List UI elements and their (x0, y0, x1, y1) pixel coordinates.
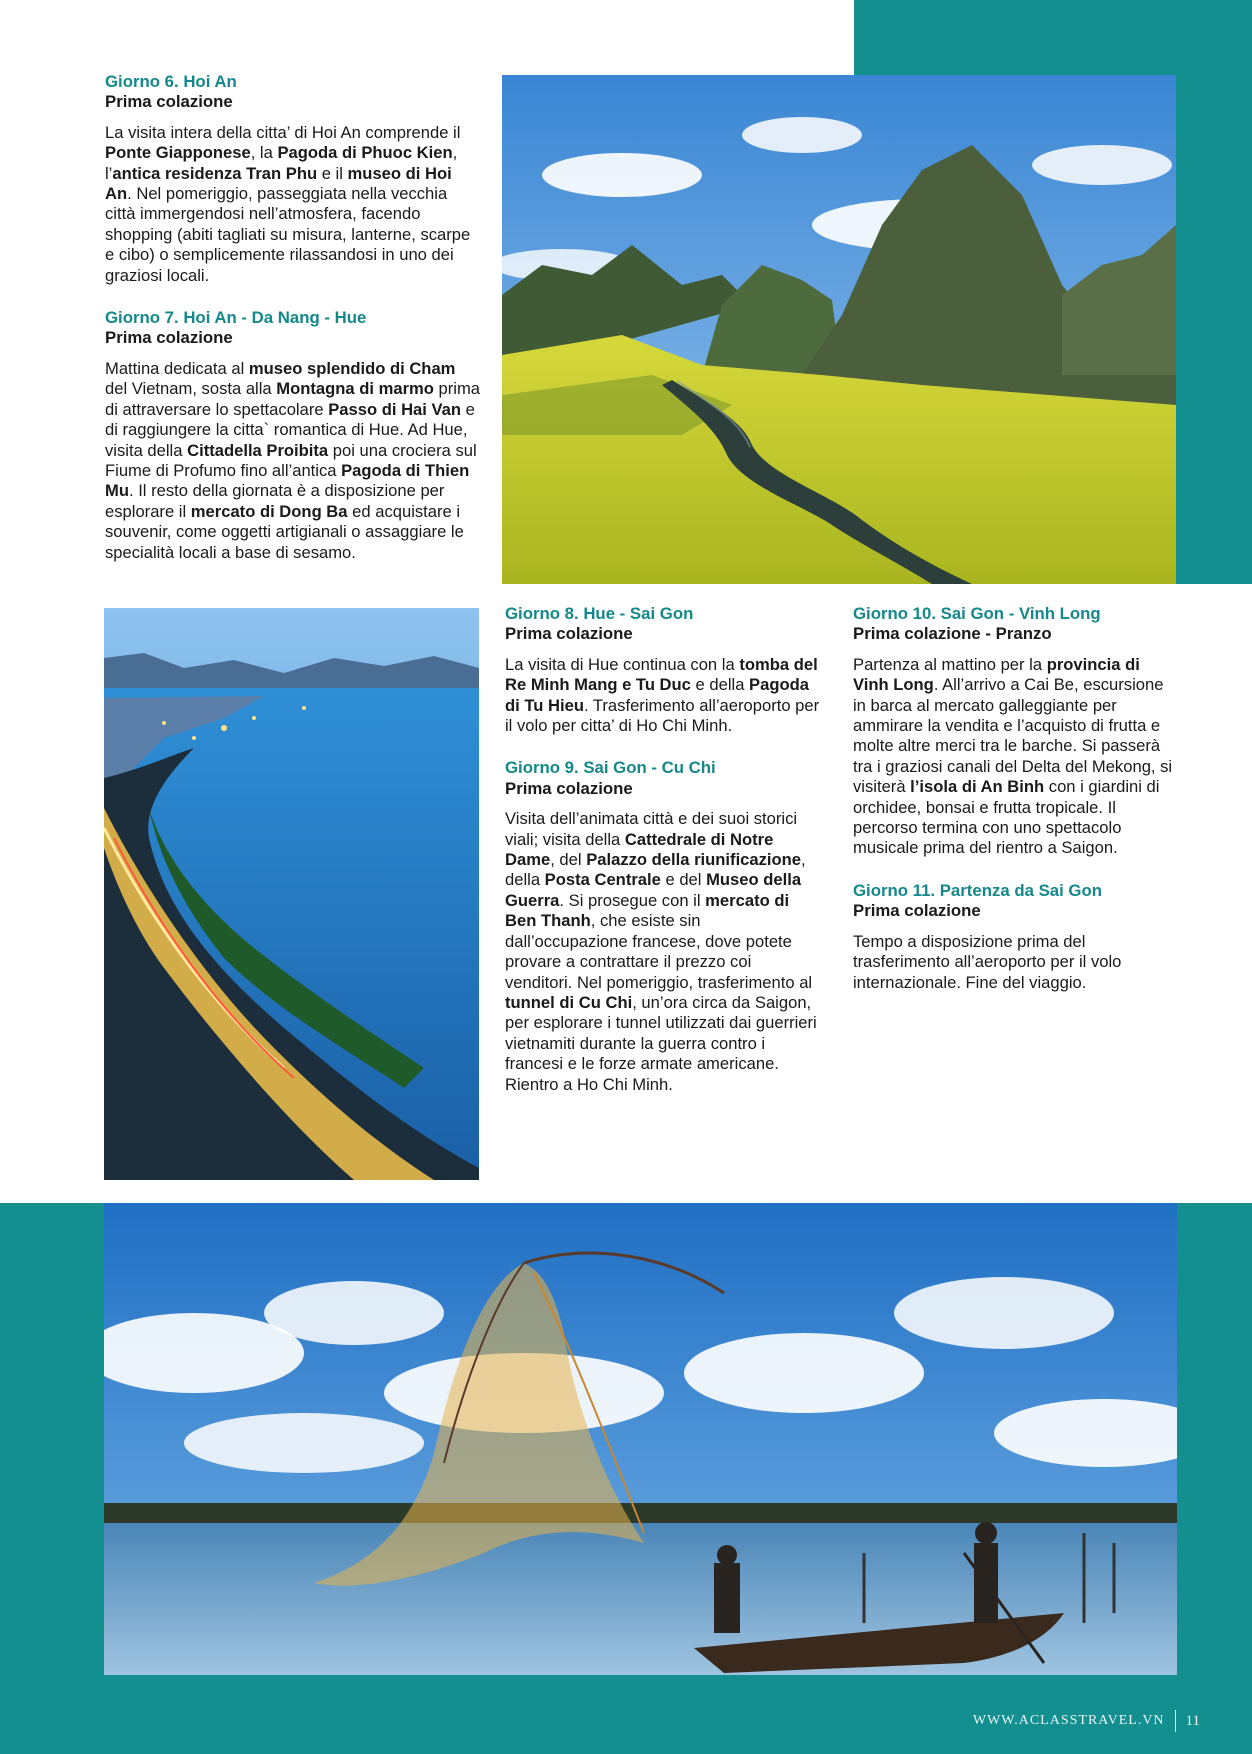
highlighted-place: Museo della Guerra (505, 870, 802, 910)
highlighted-place: Pagoda di Phuoc Kien (277, 143, 453, 163)
meal-note: Prima colazione (105, 92, 233, 112)
page-footer (973, 1710, 1200, 1732)
website-link[interactable]: WWW.ACLASSTRAVEL.VN (972, 1713, 1165, 1728)
meal-note: Prima colazione (505, 624, 633, 644)
day-title: Giorno 7. Hoi An - Da Nang - Hue (105, 308, 367, 328)
meal-note: Prima colazione - Pranzo (853, 624, 1052, 644)
column-left (105, 72, 481, 585)
day-description: La visita di Hue continua con la tomba del Re Minh Mang e Tu Duc e della Pagoda di Tu Hieu. Trasferimento all’aeroporto per il volo per citta’ di Ho Chi Minh. (505, 654, 820, 736)
meal-note: Prima colazione (105, 328, 233, 348)
highlighted-place: Passo di Hai Van (328, 399, 462, 419)
day-description: Visita dell’animata città e dei suoi storici viali; visita della Cattedrale di Notre Dame, del Palazzo della riunificazione, della Posta Centrale e del Museo della Guerra. Si prosegue con il mercato di Ben Thanh, che esiste sin dall’occupazione francese, dove potete provare a contrattare il prezzo coi venditori. Nel pomeriggio, trasferimento al tunnel di Cu Chi, un’ora circa da Saigon, per esplorare i tunnel utilizzati dai guerrieri vietnamiti durante la guerra contro i francesi e le forze armate americane. Rientro a Ho Chi Minh. (505, 809, 817, 1094)
day-title: Giorno 9. Sai Gon - Cu Chi (505, 758, 716, 778)
day-description: Tempo a disposizione prima del trasferimento all’aeroporto per il volo internazionale. Fine del viaggio. (853, 931, 1122, 992)
highlighted-place: museo di Hoi An (105, 163, 452, 204)
highlighted-place: mercato di Ben Thanh (505, 890, 790, 931)
highlighted-place: tomba del Re Minh Mang e Tu Duc (505, 654, 818, 695)
highlighted-place: mercato di Dong Ba (190, 501, 348, 521)
day-description: La visita intera della citta’ di Hoi An comprende il Ponte Giapponese, la Pagoda di Phuoc Kien, l’antica residenza Tran Phu e il museo di Hoi An. Nel pomeriggio, passeggiata nella vecchia città immergendosi nell’atmosfera, facendo shopping (abiti tagliati su misura, lanterne, scarpe e cibo) o semplicemente rilassandosi in uno dei graziosi locali. (105, 122, 471, 285)
highlighted-place: l’isola di An Binh (910, 777, 1045, 797)
page-number: 11 (1185, 1712, 1200, 1729)
day-description: Mattina dedicata al museo splendido di Cham del Vietnam, sosta alla Montagna di marmo prima di attraversare lo spettacolare Passo di Hai Van e di raggiungere la citta` romantica di Hue. Ad Hue, visita della Cittadella Proibita poi una crociera sul Fiume di Profumo fino all’antica Pagoda di Thien Mu. Il resto della giornata è a disposizione per esplorare il mercato di Dong Ba ed acquistare i souvenir, come oggetti artigianali o assaggiare le specialità locali a base di sesamo. (105, 358, 481, 562)
day-title: Giorno 10. Sai Gon - Vinh Long (853, 604, 1101, 623)
highlighted-place: Ponte Giapponese (105, 143, 251, 163)
highlighted-place: Cattedrale di Notre Dame (505, 829, 774, 870)
column-middle (505, 604, 823, 1117)
meal-note: Prima colazione (505, 778, 633, 798)
highlighted-place: provincia di Vinh Long (853, 654, 1140, 695)
highlighted-place: Cittadella Proibita (187, 440, 329, 460)
day-title: Giorno 11. Partenza da Sai Gon (853, 880, 1102, 900)
highlighted-place: antica residenza Tran Phu (112, 163, 318, 183)
highlighted-place: Pagoda di Tu Hieu (505, 675, 809, 715)
column-right (853, 604, 1173, 1015)
fisherman-casting-net-photo (104, 1203, 1177, 1675)
day-title: Giorno 6. Hoi An (105, 72, 237, 91)
meal-note: Prima colazione (853, 901, 981, 921)
highlighted-place: Posta Centrale (544, 870, 661, 890)
day-title: Giorno 8. Hue - Sai Gon (505, 604, 694, 623)
footer-divider (1175, 1710, 1176, 1732)
highlighted-place: tunnel di Cu Chi (505, 992, 633, 1012)
day-description: Partenza al mattino per la provincia di Vinh Long. All’arrivo a Cai Be, escursione in barca al mercato galleggiante per ammirare la vendita e l’acquisto di frutta e molte altre merci tra le barche. Si passerà tra i graziosi canali del Delta del Mekong, si visiterà l’isola di An Binh con i giardini di orchidee, bonsai e frutta tropicale. Il percorso termina con uno spettacolo musicale prima del rientro a Saigon. (853, 654, 1173, 858)
highlighted-place: Palazzo della riunificazione (586, 850, 802, 870)
highlighted-place: Pagoda di Thien Mu (105, 460, 470, 501)
coastal-city-night-photo (104, 608, 479, 1180)
highlighted-place: museo splendido di Cham (248, 358, 456, 378)
mountains-rice-fields-photo (502, 75, 1176, 584)
highlighted-place: Montagna di marmo (276, 379, 434, 399)
